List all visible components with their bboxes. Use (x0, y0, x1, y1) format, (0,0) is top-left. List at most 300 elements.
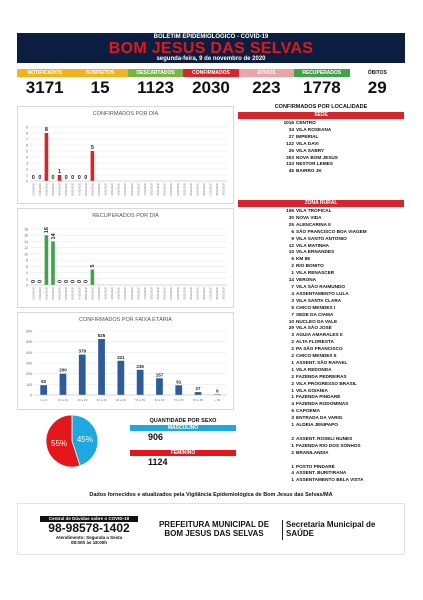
pie-svg (40, 413, 104, 469)
locality-count: 7 (291, 283, 294, 289)
locality-name: NUCLEO DA VALE (296, 318, 338, 324)
pref-line2: BOM JESUS DAS SELVAS (164, 529, 264, 538)
data-label: 0 (31, 175, 35, 181)
locality-count: 2 (291, 263, 294, 269)
bar (137, 370, 144, 395)
chart-confirmed-by-age (17, 312, 234, 410)
locality-count: 27 (288, 133, 294, 139)
y-tick-label: 3 (26, 161, 28, 166)
locality-row (238, 249, 404, 256)
locality-count: 133 (286, 161, 294, 167)
bulletin-title: BOLETIM EPIDEMIOLÓGICO - COVID-19 (153, 34, 269, 40)
bar (45, 133, 49, 181)
y-tick-label: 200 (26, 372, 32, 377)
locality-row (238, 367, 404, 374)
locality-name: VILA ERNANDES (296, 249, 335, 255)
y-tick-label: 6 (26, 143, 28, 148)
locality-count: 2 (291, 380, 294, 386)
x-tick-label: 24/11/2020 (189, 183, 193, 196)
data-label: 0 (51, 175, 55, 181)
locality-name: IMPERIAL (296, 133, 319, 139)
locality-row (238, 429, 404, 436)
stat-value: 3171 (25, 78, 64, 97)
x-tick-label: 17/11/2020 (143, 287, 147, 300)
x-tick-label: 15/11/2020 (130, 287, 134, 300)
locality-count: 7 (291, 311, 294, 317)
locality-count: 6 (291, 408, 294, 414)
locality-count: 6 (291, 228, 294, 234)
locality-count: 30 (288, 214, 294, 220)
sec-line1: Secretaria Municipal de (286, 520, 376, 529)
data-label: 379 (78, 348, 87, 354)
stat-confirmados (183, 69, 238, 99)
x-tick-label: 06/11/2020 (71, 183, 75, 196)
footer-divider (282, 520, 283, 540)
locality-count: 122 (286, 140, 294, 146)
locality-count: 4 (291, 401, 294, 407)
x-tick-label: 09/11/2020 (91, 183, 95, 196)
locality-row (238, 477, 404, 484)
locality-count: 1016 (283, 120, 294, 125)
x-tick-label: 70 a 79 (173, 398, 184, 402)
x-tick-label: 24/11/2020 (189, 287, 193, 300)
y-tick-label: 100 (26, 382, 32, 387)
locality-row (238, 134, 404, 141)
locality-count: 3 (291, 415, 294, 421)
data-label: 27 (195, 386, 201, 392)
data-label: 236 (136, 363, 144, 369)
locality-row (238, 312, 404, 319)
locality-name: ALENCARINA II (296, 221, 331, 227)
sex-title: QUANTIDADE POR SEXO (149, 418, 217, 424)
data-label: 0 (83, 279, 90, 283)
stat-obitos (350, 69, 405, 99)
chart-svg (18, 209, 233, 307)
y-tick-label: 0 (30, 393, 32, 398)
locality-name: ASSENTAMENTO BELA VISTA (296, 477, 364, 483)
locality-name: ALDEIA JENIPAPO (296, 422, 338, 428)
x-tick-label: 14/11/2020 (124, 183, 128, 196)
locality-row (238, 148, 404, 155)
locality-count: 2 (291, 435, 294, 441)
header-banner (17, 33, 405, 63)
chart-title: CONFIRMADOS POR DIA (92, 111, 159, 117)
locality-row (238, 263, 404, 270)
stat-value: 15 (90, 78, 110, 97)
locality-name: VILA TROFICAL (296, 208, 332, 213)
x-tick-label: 19/11/2020 (157, 183, 161, 196)
locality-row (238, 408, 404, 415)
x-tick-label: 04/11/2020 (58, 287, 62, 300)
locality-title: CONFIRMADOS POR LOCALIDADE (274, 104, 368, 110)
locality-name: NESTOR LEMES (296, 161, 333, 167)
y-tick-label: 500 (26, 340, 32, 345)
sede-list (238, 119, 404, 175)
locality-count: 10 (288, 318, 294, 324)
chart-svg (18, 107, 233, 203)
locality-name: SEDE DA CIAMA (296, 311, 334, 317)
locality-count: 9 (291, 235, 294, 241)
x-tick-label: 08/11/2020 (84, 183, 88, 196)
x-tick-label: 07/11/2020 (78, 287, 82, 300)
data-label: 5 (90, 264, 97, 268)
y-tick-label: 12 (24, 246, 28, 251)
y-tick-label: 0 (26, 283, 28, 288)
data-label: 0 (77, 279, 84, 283)
locality-count: 6 (291, 256, 294, 262)
locality-name: AGUIA AMARALES II (296, 332, 343, 338)
x-tick-label: 03/11/2020 (51, 183, 55, 196)
stat-suspeitos (72, 69, 127, 99)
locality-row (238, 464, 404, 471)
data-label: 0 (64, 175, 68, 181)
locality-row (238, 332, 404, 339)
sede-header: SEDE (238, 112, 404, 119)
locality-row (238, 277, 404, 284)
locality-count: 34 (288, 126, 294, 132)
bar (40, 385, 47, 395)
locality-count: 1 (291, 477, 294, 483)
bar (156, 378, 163, 395)
locality-count: 1 (291, 366, 294, 372)
locality-row (238, 381, 404, 388)
locality-name: VILA SANTA CLARA (296, 297, 342, 303)
data-label: 0 (31, 279, 38, 283)
locality-count: 3 (291, 332, 294, 338)
locality-count: 1 (291, 270, 294, 276)
locality-name: FAZENDA RIO DOS SONHOS (296, 442, 361, 448)
locality-name: BRANILANDIA (296, 449, 329, 455)
locality-row (238, 401, 404, 408)
x-tick-label: 28/11/2020 (216, 183, 220, 196)
pie-label: 45% (76, 434, 93, 444)
stats-row (17, 69, 405, 99)
y-tick-label: 8 (26, 258, 28, 263)
locality-name: CAPOEMA (296, 408, 320, 414)
bar (58, 175, 62, 181)
locality-count: 14 (288, 277, 294, 283)
x-tick-label: 10/11/2020 (97, 287, 101, 300)
locality-row (238, 422, 404, 429)
locality-count: 2 (291, 373, 294, 379)
chart-svg (18, 313, 233, 409)
x-tick-label: 20/11/2020 (163, 287, 167, 300)
data-label: 0 (84, 175, 88, 181)
locality-count: 29 (288, 325, 294, 331)
x-tick-label: 21/11/2020 (170, 183, 174, 196)
x-tick-label: 17/11/2020 (143, 183, 147, 196)
locality-name: VILA SANTO ANTONIO (296, 235, 347, 241)
bar (60, 374, 67, 395)
locality-count: 2 (291, 339, 294, 345)
x-tick-label: 26/11/2020 (203, 183, 207, 196)
stat-label: SUSPEITOS (72, 69, 127, 77)
y-tick-label: 14 (24, 239, 28, 244)
bar (91, 269, 95, 285)
data-label: 0 (38, 175, 42, 181)
locality-row (238, 120, 404, 127)
locality-row (238, 470, 404, 477)
locality-row (238, 360, 404, 367)
y-tick-label: 600 (26, 329, 32, 334)
locality-row (238, 155, 404, 162)
hotline-phone: 98-98578-1402 (48, 521, 130, 535)
y-tick-label: 4 (26, 271, 28, 276)
locality-row (238, 222, 404, 229)
locality-count: 2 (291, 346, 294, 352)
bar (117, 361, 124, 395)
locality-row (238, 168, 404, 175)
locality-row (238, 319, 404, 326)
locality-row (238, 298, 404, 305)
locality-count: 1 (291, 394, 294, 400)
x-tick-label: 05/11/2020 (65, 183, 69, 196)
x-tick-label: 14/11/2020 (124, 287, 128, 300)
locality-name: FAZENDA RODOMINAS (296, 401, 349, 407)
data-label: 525 (97, 333, 106, 338)
y-tick-label: 18 (24, 227, 28, 232)
bar (79, 355, 86, 395)
data-label: 0 (77, 175, 81, 181)
locality-name: SÃO FRANCISCO BOA VIAGEM (296, 228, 367, 234)
x-tick-label: 21/11/2020 (170, 287, 174, 300)
male-label: MASCULINO (130, 425, 236, 431)
x-tick-label: 12/11/2020 (111, 287, 115, 300)
locality-name: VILA ROSEANA (296, 126, 332, 132)
locality-name: VILA SÃO JOSÉ (296, 325, 332, 331)
x-tick-label: 01/11/2020 (38, 287, 42, 300)
x-tick-label: 02/11/2020 (45, 183, 49, 196)
locality-row (238, 443, 404, 450)
locality-count: 1 (291, 422, 294, 428)
locality-count: 1 (291, 387, 294, 393)
locality-name: VILA SÃO RAIMUNDO (296, 283, 346, 289)
data-label: 0 (37, 279, 44, 283)
x-tick-label: 20/11/2020 (163, 183, 167, 196)
locality-name: VILA MATINHA (296, 242, 330, 248)
locality-row (238, 450, 404, 457)
hotline-title: Central de Dúvidas sobre o COVID-19 (40, 516, 138, 522)
x-tick-label: 08/11/2020 (84, 287, 88, 300)
data-label: 0 (70, 279, 77, 283)
prefeitura-logo-text (150, 520, 278, 538)
x-tick-label: 60 a 69 (154, 398, 165, 402)
x-tick-label: 31/10/2020 (32, 183, 36, 196)
data-label: 91 (176, 379, 182, 385)
bar (51, 241, 55, 285)
y-tick-label: 8 (26, 131, 28, 136)
locality-name: ASSENT. SÃO RAFAEL (296, 359, 348, 365)
y-tick-label: 1 (26, 173, 28, 178)
y-tick-label: 0 (26, 179, 28, 184)
x-tick-label: 11/11/2020 (104, 287, 108, 300)
y-tick-label: 6 (26, 264, 28, 269)
locality-row (238, 229, 404, 236)
x-tick-label: 13/11/2020 (117, 287, 121, 300)
locality-row (238, 339, 404, 346)
locality-name: VILA GOIANIA (296, 387, 328, 393)
data-label: 8 (44, 127, 48, 133)
locality-count: 12 (288, 242, 294, 248)
locality-row (238, 388, 404, 395)
x-tick-label: 30 a 39 (96, 398, 107, 402)
x-tick-label: 29/11/2020 (222, 287, 226, 300)
x-tick-label: 40 a 49 (115, 398, 126, 402)
y-tick-label: 2 (26, 167, 28, 172)
chart-confirmed-per-day (17, 106, 234, 204)
x-tick-label: 31/10/2020 (32, 287, 36, 300)
x-tick-label: 15/11/2020 (130, 183, 134, 196)
stat-value: 29 (367, 78, 387, 97)
x-tick-label: 02/11/2020 (45, 287, 49, 300)
locality-row (238, 141, 404, 148)
data-label: 6 (216, 388, 219, 394)
x-tick-label: 12/11/2020 (111, 183, 115, 196)
locality-name: ALTA FLORESTA (296, 339, 334, 345)
x-tick-label: 0 a 9 (40, 398, 47, 402)
locality-count: 5 (291, 304, 294, 310)
locality-count: 1 (291, 359, 294, 365)
x-tick-label: 26/11/2020 (203, 287, 207, 300)
x-tick-label: 16/11/2020 (137, 183, 141, 196)
x-tick-label: 25/11/2020 (196, 287, 200, 300)
y-tick-label: 10 (24, 252, 28, 257)
data-label: 14 (50, 233, 57, 240)
locality-name: ASSENT. ROSELI NUNES (296, 435, 353, 441)
stat-value: 2030 (192, 78, 230, 97)
y-tick-label: 5 (26, 149, 28, 154)
x-tick-label: 28/11/2020 (216, 287, 220, 300)
locality-name: KM 88 (296, 256, 310, 262)
bar (195, 392, 202, 395)
locality-count: 2 (291, 449, 294, 455)
locality-name: FAZENDA PINDARÉ (296, 394, 341, 400)
locality-name: FAZENDA PEDREIRAS (296, 373, 347, 379)
locality-name: PA SÃO FRANCISCO (296, 346, 343, 352)
locality-count: 3 (291, 297, 294, 303)
x-tick-label: 04/11/2020 (58, 183, 62, 196)
locality-name: CHICO MENDES II (296, 353, 337, 359)
y-tick-label: 2 (26, 277, 28, 282)
data-label: 1 (58, 169, 62, 175)
hotline-box (40, 516, 138, 550)
bar (175, 385, 182, 395)
stat-label: CONFIRMADOS (183, 69, 238, 77)
y-tick-label: 9 (26, 125, 28, 130)
rural-list (238, 207, 404, 484)
data-label: 200 (59, 367, 67, 373)
locality-count: 1 (291, 463, 294, 469)
locality-name: RIO BONITO (296, 263, 324, 269)
locality-count: 26 (288, 147, 294, 153)
hotline-hours-time: 08:00h às 18:00h (70, 540, 108, 545)
locality-row (238, 325, 404, 332)
rural-panel (238, 200, 404, 484)
locality-row (238, 284, 404, 291)
locality-count: 4 (291, 290, 294, 296)
data-label: 5 (90, 145, 94, 151)
locality-row (238, 346, 404, 353)
x-tick-label: 01/11/2020 (38, 183, 42, 196)
x-tick-label: 18/11/2020 (150, 183, 154, 196)
x-tick-label: 10/11/2020 (97, 183, 101, 196)
locality-count: 45 (288, 168, 294, 174)
locality-name: NOVA VIDA (296, 214, 322, 220)
data-label: 0 (63, 279, 70, 283)
chart-recovered-per-day (17, 208, 234, 308)
locality-row (238, 161, 404, 168)
bar (91, 151, 95, 181)
x-tick-label: 10 a 19 (57, 398, 68, 402)
chart-title: CONFIRMADOS POR FAIXA ETÁRIA (79, 317, 172, 323)
x-tick-label: 27/11/2020 (209, 287, 213, 300)
locality-name: CENTRO (296, 120, 316, 125)
x-tick-label: 22/11/2020 (176, 287, 180, 300)
y-tick-label: 7 (26, 137, 28, 142)
x-tick-label: 20 a 29 (77, 398, 88, 402)
chart-title: RECUPERADOS POR DIA (92, 213, 159, 219)
stat-value: 1778 (302, 78, 341, 97)
locality-row (238, 127, 404, 134)
stat-label: RECUPERADOS (294, 69, 349, 77)
x-tick-label: 50 a 59 (135, 398, 146, 402)
stat-value: 223 (252, 78, 281, 97)
locality-count: 303 (286, 154, 294, 160)
locality-row (238, 436, 404, 443)
male-value: 906 (148, 432, 164, 442)
locality-row (238, 270, 404, 277)
locality-name: VILA RENASCER (296, 270, 335, 276)
x-tick-label: 18/11/2020 (150, 287, 154, 300)
locality-row (238, 291, 404, 298)
locality-row (238, 305, 404, 312)
bulletin-date: segunda-feira, 9 de novembro de 2020 (156, 56, 266, 62)
locality-name: VILA SABRY (296, 147, 325, 153)
locality-name: ASSENT. BURITIRANA (296, 470, 347, 476)
data-label: 0 (71, 175, 75, 181)
stat-label: ÓBITOS (350, 69, 405, 77)
data-label: 0 (57, 279, 64, 283)
stat-label: DESCARTADOS (128, 69, 183, 77)
locality-count: 106 (286, 208, 294, 213)
female-value: 1124 (148, 457, 168, 467)
x-tick-label: 25/11/2020 (196, 183, 200, 196)
locality-count: 2 (291, 353, 294, 359)
locality-panel (238, 104, 404, 175)
locality-name: CHICO MENDES I (296, 304, 336, 310)
secretaria-logo-text (286, 520, 396, 538)
x-tick-label: 16/11/2020 (137, 287, 141, 300)
x-tick-label: 11/11/2020 (104, 183, 108, 196)
locality-name: ASSENTAMENTO LULA (296, 290, 349, 296)
locality-row (238, 415, 404, 422)
x-tick-label: 05/11/2020 (65, 287, 69, 300)
x-tick-label: 09/11/2020 (91, 287, 95, 300)
y-tick-label: 400 (26, 350, 32, 355)
x-tick-label: 80 a 89 (193, 398, 204, 402)
data-label: 16 (44, 227, 51, 234)
x-tick-label: 06/11/2020 (71, 287, 75, 300)
stat-value: 1123 (137, 78, 174, 97)
footer-banner (17, 503, 405, 555)
chart-sex-pie (40, 413, 104, 469)
locality-name: NOVA BOM JESUS (296, 154, 338, 160)
x-tick-label: 13/11/2020 (117, 183, 121, 196)
pref-line1: PREFEITURA MUNICIPAL DE (158, 520, 270, 529)
locality-name: VILA DAVI (296, 140, 319, 146)
locality-row (238, 256, 404, 263)
locality-name: BAIRRO JK (296, 168, 322, 174)
